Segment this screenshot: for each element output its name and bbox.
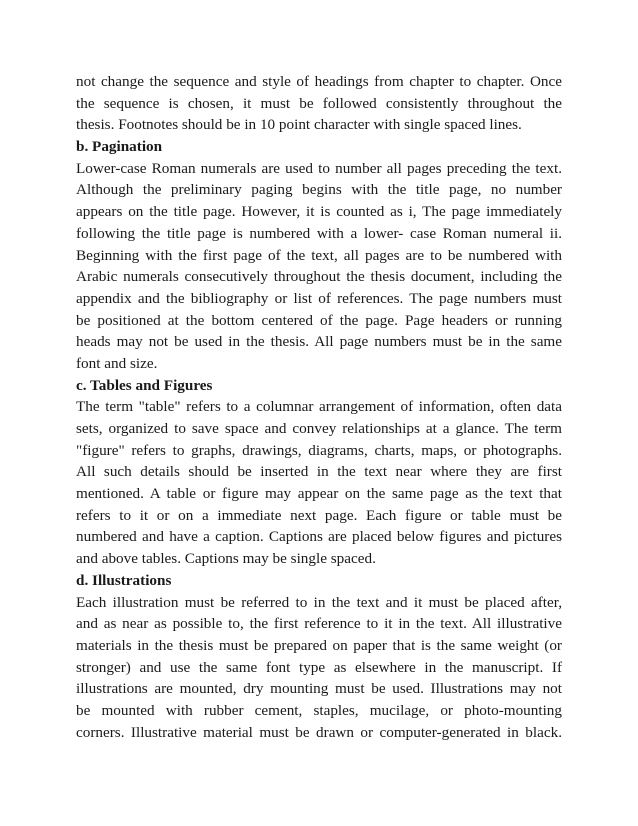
text-line: The term "table" refers to a columnar arrangement of information, often data bbox=[76, 398, 562, 416]
text-line: Although the preliminary paging begins with the title page, no number bbox=[76, 181, 562, 199]
text-line: numbered and have a caption. Captions are placed below figures and pictures bbox=[76, 528, 562, 546]
section-heading-illustrations: d. Illustrations bbox=[76, 571, 172, 589]
tables-figures-paragraph bbox=[76, 396, 562, 570]
text-line: All such details should be inserted in the text near where they are first bbox=[76, 463, 562, 481]
text-line: Arabic numerals consecutively throughout the thesis document, including the bbox=[76, 268, 562, 286]
text-line: be mounted with rubber cement, staples, mucilage, or photo-mounting bbox=[76, 701, 562, 719]
section-heading-tables-figures: c. Tables and Figures bbox=[76, 376, 213, 394]
intro-paragraph bbox=[76, 71, 562, 136]
section-heading-pagination: b. Pagination bbox=[76, 138, 163, 156]
text-line: materials in the thesis must be prepared on paper that is the same weight (or bbox=[76, 636, 562, 654]
text-line: refers to it or on a immediate next page. Each figure or table must be bbox=[76, 506, 562, 524]
document-page bbox=[76, 71, 562, 743]
text-line: stronger) and use the same font type as elsewhere in the manuscript. If bbox=[76, 658, 562, 676]
text-line: Each illustration must be referred to in the text and it must be placed after, bbox=[76, 593, 562, 611]
text-line: not change the sequence and style of headings from chapter to chapter. Once bbox=[76, 73, 562, 90]
text-line: the sequence is chosen, it must be followed consistently throughout the bbox=[76, 94, 562, 112]
text-line: following the title page is numbered with a lower- case Roman numeral ii. bbox=[76, 224, 562, 242]
text-line: sets, organized to save space and convey relationships at a glance. The term bbox=[76, 420, 562, 437]
text-line: appears on the title page. However, it is counted as i, The page immediately bbox=[76, 203, 562, 221]
text-line: and above tables. Captions may be single spaced. bbox=[76, 550, 376, 568]
text-line: Lower-case Roman numerals are used to number all pages preceding the text. bbox=[76, 159, 562, 177]
text-line: "figure" refers to graphs, drawings, diagrams, charts, maps, or photographs. bbox=[76, 441, 562, 459]
text-line: heads may not be used in the thesis. All page numbers must be in the same bbox=[76, 333, 562, 351]
text-line: appendix and the bibliography or list of references. The page numbers must bbox=[76, 289, 562, 307]
text-line: be positioned at the bottom centered of the page. Page headers or running bbox=[76, 311, 562, 329]
text-line: mentioned. A table or figure may appear on the same page as the text that bbox=[76, 485, 562, 503]
text-line: font and size. bbox=[76, 354, 158, 372]
text-line: and as near as possible to, the first reference to it in the text. All illustrative bbox=[76, 615, 562, 633]
text-line: Beginning with the first page of the text, all pages are to be numbered with bbox=[76, 246, 562, 264]
text-line: corners. Illustrative material must be drawn or computer-generated in black. bbox=[76, 723, 562, 741]
text-line: thesis. Footnotes should be in 10 point character with single spaced lines. bbox=[76, 116, 522, 134]
pagination-paragraph bbox=[76, 158, 562, 375]
text-line: illustrations are mounted, dry mounting must be used. Illustrations may not bbox=[76, 680, 562, 698]
illustrations-paragraph bbox=[76, 592, 562, 744]
